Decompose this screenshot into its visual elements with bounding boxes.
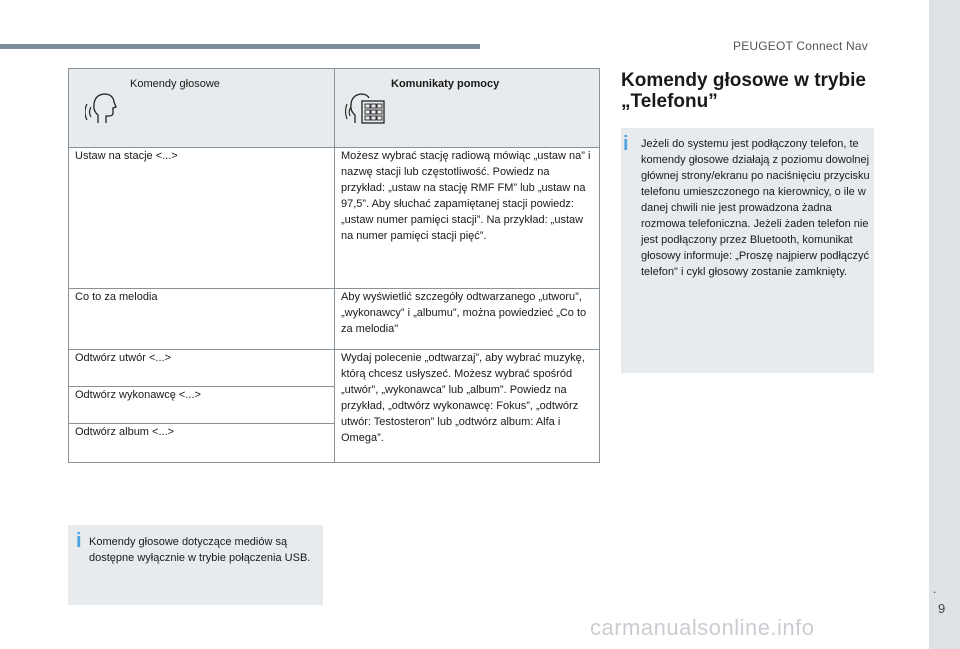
speaking-head-screen-icon (345, 87, 389, 129)
description-cell: Możesz wybrać stację radiową mówiąc „ustaw na” i nazwę stacji lub częstotliwość. Powiedz na przykład: „ustaw na stację RMF FM” lub „ustaw na 97,5”. Aby słuchać zapamiętanej stacji powiedz: „ustaw numer pamięci stacji”. Na przykład: „ustaw na numer pamięci stacji pięć”. (335, 148, 600, 289)
watermark: carmanualsonline.info (590, 615, 815, 640)
table-row (69, 289, 600, 350)
page-edge-strip (929, 0, 960, 649)
speaking-head-icon (85, 89, 121, 127)
page-dot: . (933, 582, 937, 596)
phone-connection-note-text: Jeżeli do systemu jest podłączony telefon, te komendy głosowe działają z poziomu dowolnej głównej strony/ekranu po naciśnięciu przycisku telefonu umieszczonego na kierownicy, o ile w danej chwili nie jest prowadzona żadna rozmowa telefoniczna. Jeżeli żaden telefon nie jest podłączony przez Bluetooth, komunikat głosowy informuje: „Proszę najpierw podłączyć telefon" i cykl głosowy zostanie zamknięty. (641, 138, 870, 278)
description-cell: Wydaj polecenie „odtwarzaj”, aby wybrać muzykę, którą chcesz usłyszeć. Możesz wybrać spośród „utwór”, „wykonawca” lub „album”. Powiedz na przykład, „odtwórz wykonawcę: Fokus”, „odtwórz utwór: Testosteron” lub „odtwórz album: Alfa i Omega”. (335, 350, 600, 463)
command-cell: Odtwórz wykonawcę <...> (69, 387, 335, 424)
command-cell: Co to za melodia (69, 289, 335, 350)
table-header-right-label: Komunikaty pomocy (391, 78, 500, 90)
command-cell: Odtwórz album <...> (69, 424, 335, 463)
table-row (69, 148, 600, 289)
voice-commands-table (68, 68, 600, 463)
phone-connection-note (621, 128, 874, 373)
header-rule (0, 44, 480, 49)
media-usb-note (68, 525, 323, 605)
phone-voice-commands-title: Komendy głosowe w trybie „Telefonu” (621, 70, 866, 112)
table-header-help-messages (335, 69, 600, 148)
command-cell: Ustaw na stacje <...> (69, 148, 335, 289)
media-usb-note-text: Komendy głosowe dotyczące mediów są dostępne wyłącznie w trybie połączenia USB. (89, 536, 311, 564)
command-cell: Odtwórz utwór <...> (69, 350, 335, 387)
page-number: 9 (938, 601, 946, 616)
header-brand: PEUGEOT Connect Nav (733, 39, 868, 53)
info-icon: i (623, 133, 629, 155)
table-header-row (69, 69, 600, 148)
table-header-voice-commands (69, 69, 335, 148)
table-row (69, 350, 600, 387)
info-icon: i (76, 530, 82, 552)
description-cell: Aby wyświetlić szczegóły odtwarzanego „utworu”, „wykonawcy” i „albumu”, można powiedzieć „Co to za melodia" (335, 289, 600, 350)
table-header-left-label: Komendy głosowe (130, 78, 220, 90)
